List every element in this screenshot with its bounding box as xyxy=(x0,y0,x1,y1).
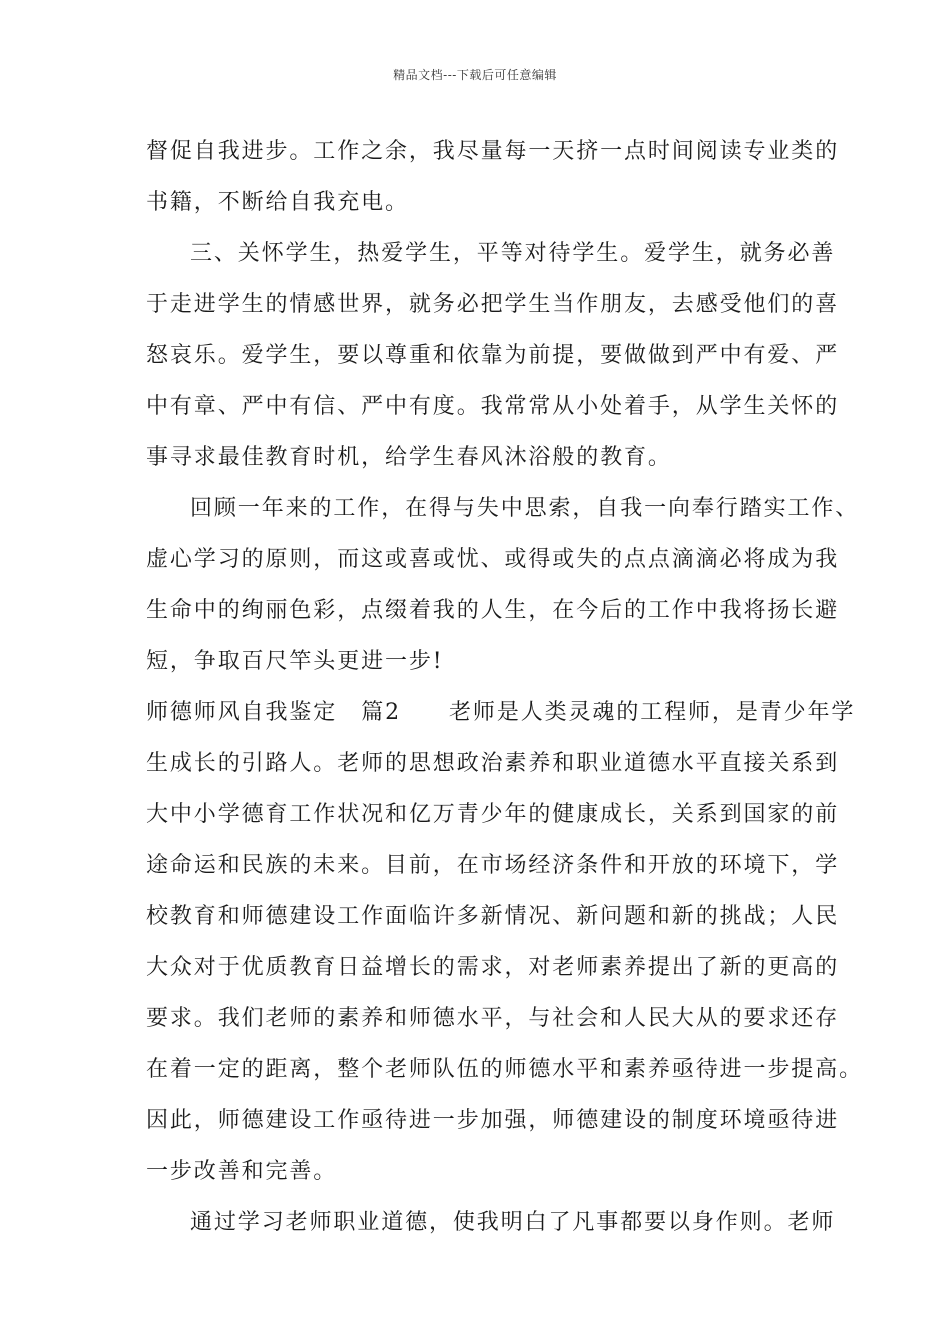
section-number: 篇2 xyxy=(361,700,402,725)
paragraph-line: 一步改善和完善。 xyxy=(146,1159,338,1184)
paragraph-line: 短，争取百尺竿头更进一步! xyxy=(146,649,444,674)
page-header: 精品文档---下载后可任意编辑 xyxy=(393,68,557,82)
section-heading-line xyxy=(146,692,856,743)
paragraph-line: 回顾一年来的工作，在得与失中思索，自我一向奉行踏实工作、 xyxy=(190,496,860,521)
paragraph-line: 要求。我们老师的素养和师德水平，与社会和人民大从的要求还存 xyxy=(146,1006,840,1031)
paragraph-line: 中有章、严中有信、严中有度。我常常从小处着手，从学生关怀的 xyxy=(146,394,840,419)
paragraph-line: 大众对于优质教育日益增长的需求，对老师素养提出了新的更高的 xyxy=(146,955,840,980)
paragraph-line: 生命中的绚丽色彩，点缀着我的人生，在今后的工作中我将扬长避 xyxy=(146,598,840,623)
paragraph-line: 大中小学德育工作状况和亿万青少年的健康成长，关系到国家的前 xyxy=(146,802,840,827)
paragraph-line: 虚心学习的原则，而这或喜或忧、或得或失的点点滴滴必将成为我 xyxy=(146,547,840,572)
paragraph-line: 在着一定的距离，整个老师队伍的师德水平和素养亟待进一步提高。 xyxy=(146,1057,864,1082)
paragraph-line: 于走进学生的情感世界，就务必把学生当作朋友，去感受他们的喜 xyxy=(146,292,840,317)
document-body xyxy=(146,131,864,1253)
paragraph-line: 途命运和民族的未来。目前，在市场经济条件和开放的环境下，学 xyxy=(146,853,840,878)
paragraph-line: 生成长的引路人。老师的思想政治素养和职业道德水平直接关系到 xyxy=(146,751,840,776)
paragraph-line: 书籍，不断给自我充电。 xyxy=(146,190,409,215)
section-first-text: 老师是人类灵魂的工程师，是青少年学 xyxy=(449,700,856,725)
paragraph-line: 因此，师德建设工作亟待进一步加强，师德建设的制度环境亟待进 xyxy=(146,1108,840,1133)
paragraph-line: 督促自我进步。工作之余，我尽量每一天挤一点时间阅读专业类的 xyxy=(146,139,840,164)
paragraph-line: 怒哀乐。爱学生，要以尊重和依靠为前提，要做做到严中有爱、严 xyxy=(146,343,840,368)
section-title: 师德师风自我鉴定 xyxy=(146,700,338,725)
paragraph-line: 三、关怀学生，热爱学生，平等对待学生。爱学生，就务必善 xyxy=(190,241,836,266)
paragraph-line: 校教育和师德建设工作面临许多新情况、新问题和新的挑战；人民 xyxy=(146,904,840,929)
paragraph-line: 通过学习老师职业道德，使我明白了凡事都要以身作则。老师 xyxy=(190,1210,836,1235)
paragraph-line: 事寻求最佳教育时机，给学生春风沐浴般的教育。 xyxy=(146,445,672,470)
